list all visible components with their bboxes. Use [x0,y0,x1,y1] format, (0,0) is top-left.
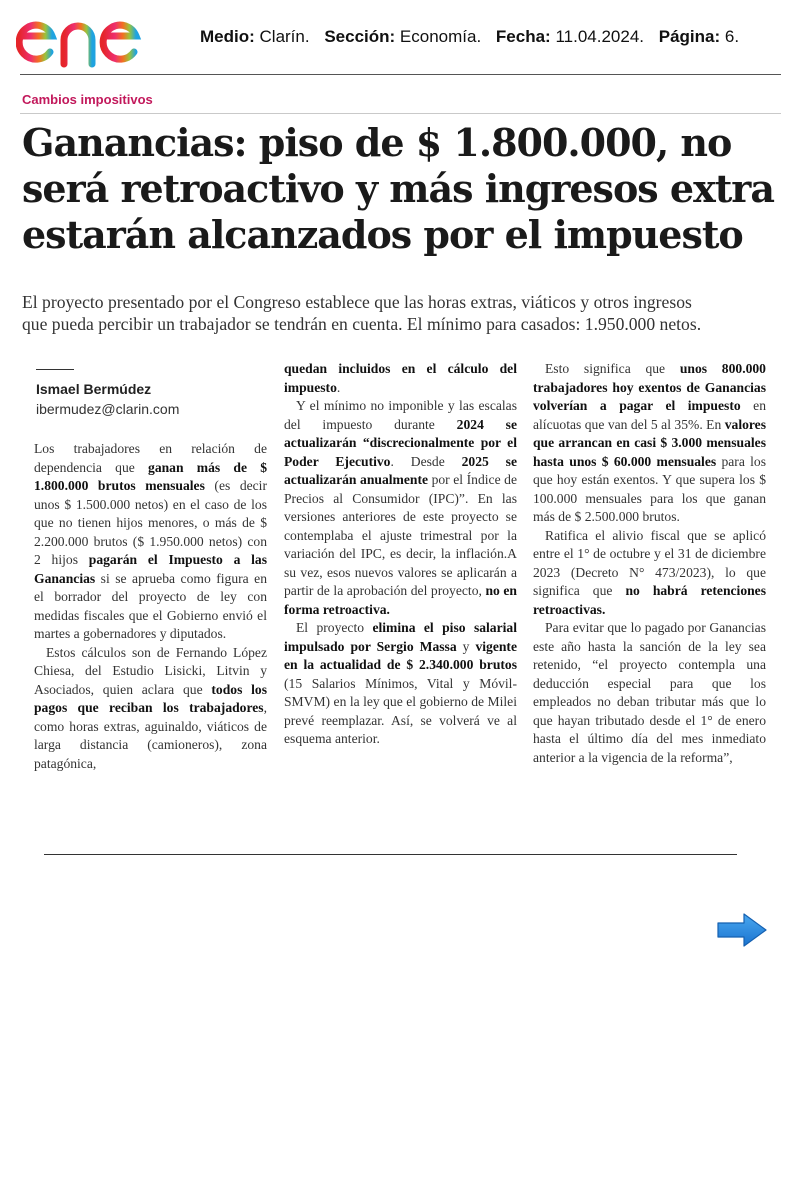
section-label: Cambios impositivos [22,92,153,107]
paragraph: Los trabajadores en relación de dependencia que ganan más de $ 1.800.000 brutos mensuales (es decir unos $ 1.500.000 netos) en el caso de los que no tienen hijos menores, o más de $ 2.200.000 brutos ($ 1.950.000 netos) con 2 hijos pagarán el Impuesto a las Ganancias si se aprueba como figura en el borrador del proyecto de ley con medidas fiscales que el Gobierno envió el martes a gobernadores y diputados. [34,441,268,641]
seccion-label: Sección: [324,27,396,46]
paragraph: Ratifica el alivio fiscal que se aplicó entre el 1° de octubre y el 31 de diciembre 2023 (Decreto N° 473/2023), lo que significa que no habrá retenciones retroactivas. [533,527,766,617]
header-divider [20,74,781,75]
subtitle-line: El proyecto presentado por el Congreso establece que las horas extras, viáticos y otros ingresos [22,292,692,312]
author-name: Ismael Bermúdez [36,381,152,397]
medio-label: Medio: [200,27,255,46]
enel-logo [16,6,180,70]
fecha-label: Fecha: [495,27,551,46]
fecha-value: 11.04.2024. [555,27,644,46]
paragraph: quedan incluidos en el cálculo del impuesto. [284,361,517,395]
medio-value: Clarín. [259,27,310,46]
paragraph: Y el mínimo no imponible y las escalas del impuesto durante 2024 se actualizarán “discrecionalmente por el Poder Ejecutivo. Desde 2025 se actualizarán anualmente por el Índice de Precios al Consumidor (IPC)”. En las versiones anteriores de este proyecto se contemplaba el ajuste trimestral por la variación del IPC, es decir, la inflación.A su vez, esos nuevos valores se aplicarán a partir de la aprobación del proyecto, no en forma retroactiva. [284,398,518,617]
article-column-1 [34,440,267,773]
headline-line: será retroactivo y más ingresos extra [22,166,774,211]
clipping-header [0,0,800,75]
article-column-3 [533,360,766,767]
headline-line: estarán alcanzados por el impuesto [22,212,743,257]
paragraph: Esto significa que unos 800.000 trabajadores hoy exentos de Ganancias volverían a pagar el impuesto en alícuotas que van del 5 al 35%. En valores que arrancan en casi $ 3.000 mensuales hasta unos $ 60.000 mensuales para los que hoy están exentos. Y que supera los $ 100.000 mensuales para los que ganan más de $ 2.500.000 brutos. [533,361,766,524]
author-divider [36,369,74,370]
subtitle [22,291,782,335]
pagina-label: Página: [658,27,721,46]
pagina-value: 6. [724,27,740,46]
headline-line: Ganancias: piso de $ 1.800.000, no [22,120,732,165]
bottom-divider [44,854,737,855]
seccion-value: Economía. [399,27,482,46]
arrow-right-icon[interactable] [716,912,768,948]
clipping-meta [200,27,739,47]
paragraph: Estos cálculos son de Fernando López Chiesa, del Estudio Lisicki, Litvin y Asociados, quien aclara que todos los pagos que reciban los trabajadores, como horas extras, aguinaldo, viáticos de larga distancia (camioneros), zona patagónica, [34,644,267,771]
headline [22,120,782,258]
paragraph: El proyecto elimina el piso salarial impulsado por Sergio Massa y vigente en la actualidad de $ 2.340.000 brutos (15 Salarios Mínimos, Vital y Móvil- SMVM) en la ley que el gobierno de Milei prevé reemplazar. Así, se volverá ve al esquema anterior. [284,620,517,746]
article-column-2 [284,360,517,749]
author-email[interactable]: ibermudez@clarin.com [36,401,180,417]
section-divider [20,113,781,114]
subtitle-line: que pueda percibir un trabajador se tendrán en cuenta. El mínimo para casados: 1.950.000 netos. [22,314,702,334]
paragraph: Para evitar que lo pagado por Ganancias este año hasta la sanción de la ley sea retenido, “el proyecto contempla una deducción especial para que los empleados no deban tributar más que lo que hayan tributado desde el 1° de enero hasta el último día del mes inmediato anterior a la vigencia de la reforma”, [533,620,766,765]
